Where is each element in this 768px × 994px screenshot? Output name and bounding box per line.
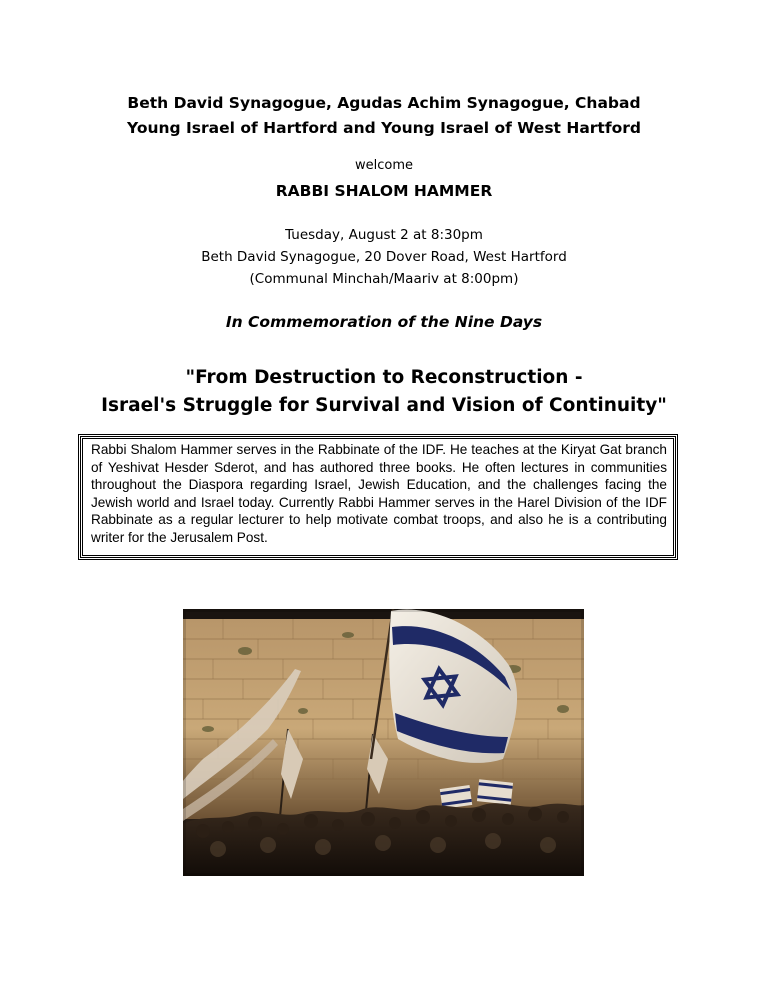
welcome-text: welcome [354,158,413,173]
bio-text: Rabbi Shalom Hammer serves in the Rabbinate of the IDF. He teaches at the Kiryat Gat branch of Yeshivat Hesder Sderot, and has authored three books. He often lectures in communities throughout the Diaspora regarding Israel, Jewish Education, and the challenges facing the Jewish world and Israel today. Currently Rabbi Hammer serves in the Harel Division of the IDF Rabbinate as a regular lecturer to help motivate combat troops, and also he is a contributing writer for the Jerusalem Post. [91,442,667,545]
flags-at-western-wall-image [183,609,584,876]
hosts-line-2: Young Israel of Hartford and Young Israel of West Hartford [127,119,641,137]
talk-title-line-2: Israel's Struggle for Survival and Vision of Continuity" [101,395,667,416]
flags-photo [183,609,584,876]
bio-box [78,434,678,560]
event-location: Beth David Synagogue, 20 Dover Road, West Hartford [201,249,567,265]
talk-title-line-1: "From Destruction to Reconstruction - [185,367,583,388]
host-organizations [0,91,768,141]
event-date: Tuesday, August 2 at 8:30pm [285,227,483,243]
talk-title [0,364,768,420]
event-note: (Communal Minchah/Maariv at 8:00pm) [249,271,519,287]
commemoration-heading: In Commemoration of the Nine Days [225,313,543,331]
speaker-name: RABBI SHALOM HAMMER [275,182,493,200]
event-details [0,224,768,290]
hosts-line-1: Beth David Synagogue, Agudas Achim Synagogue, Chabad [127,94,641,112]
